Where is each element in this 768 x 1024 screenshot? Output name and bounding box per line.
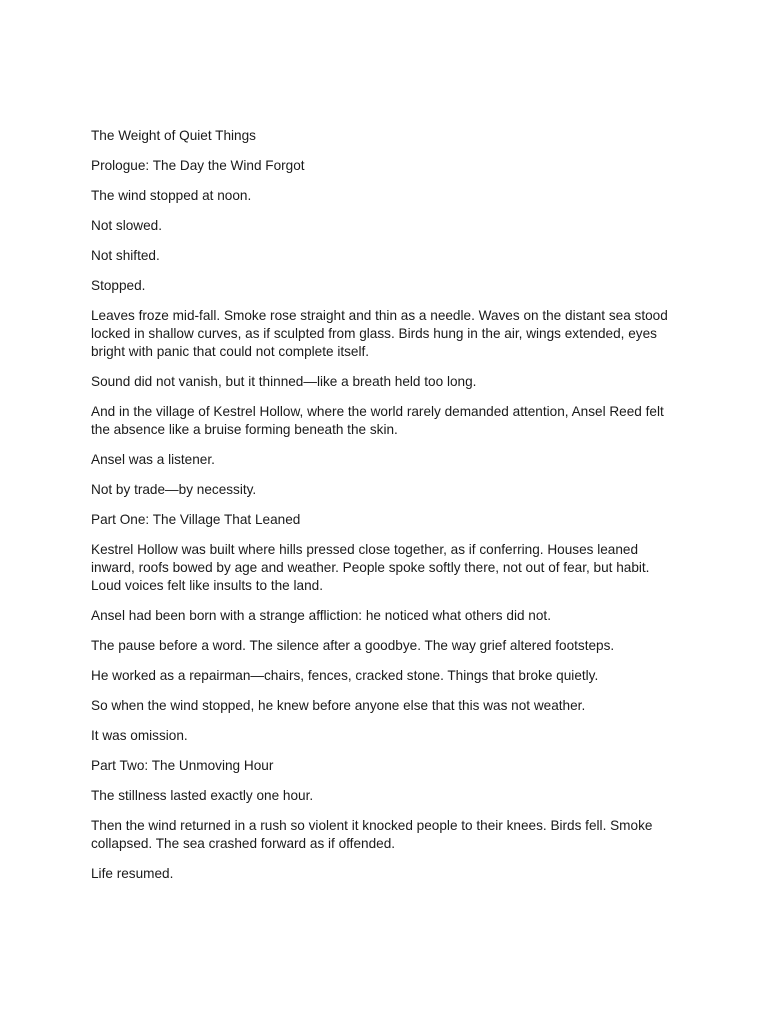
- paragraph: Not by trade—by necessity.: [91, 482, 257, 497]
- paragraph: Not slowed.: [91, 218, 163, 233]
- paragraph: The stillness lasted exactly one hour.: [91, 788, 314, 803]
- paragraph: Kestrel Hollow was built where hills pressed close together, as if conferring. Houses leaned inward, roofs bowed by age and weather. People spoke softly there, not out of fear, but habit. Loud voices felt like insults to the land.: [91, 542, 650, 593]
- paragraph: Leaves froze mid-fall. Smoke rose straight and thin as a needle. Waves on the distant sea stood locked in shallow curves, as if sculpted from glass. Birds hung in the air, wings extended, eyes bright with panic that could not complete itself.: [91, 308, 668, 359]
- document-body: [91, 127, 681, 895]
- paragraph: Life resumed.: [91, 866, 174, 881]
- paragraph: Then the wind returned in a rush so violent it knocked people to their knees. Birds fell. Smoke collapsed. The sea crashed forward as if offended.: [91, 818, 653, 851]
- prologue-heading: Prologue: The Day the Wind Forgot: [91, 158, 305, 173]
- paragraph: Not shifted.: [91, 248, 160, 263]
- paragraph: So when the wind stopped, he knew before anyone else that this was not weather.: [91, 698, 586, 713]
- paragraph: The pause before a word. The silence after a goodbye. The way grief altered footsteps.: [91, 638, 615, 653]
- part-one-heading: Part One: The Village That Leaned: [91, 512, 301, 527]
- paragraph: Ansel had been born with a strange affliction: he noticed what others did not.: [91, 608, 551, 623]
- book-title: The Weight of Quiet Things: [91, 128, 256, 143]
- paragraph: He worked as a repairman—chairs, fences, cracked stone. Things that broke quietly.: [91, 668, 599, 683]
- paragraph: Stopped.: [91, 278, 146, 293]
- paragraph: And in the village of Kestrel Hollow, where the world rarely demanded attention, Ansel Reed felt the absence like a bruise forming beneath the skin.: [91, 404, 664, 437]
- paragraph: The wind stopped at noon.: [91, 188, 252, 203]
- paragraph: It was omission.: [91, 728, 188, 743]
- paragraph: Sound did not vanish, but it thinned—like a breath held too long.: [91, 374, 477, 389]
- part-two-heading: Part Two: The Unmoving Hour: [91, 758, 274, 773]
- paragraph: Ansel was a listener.: [91, 452, 215, 467]
